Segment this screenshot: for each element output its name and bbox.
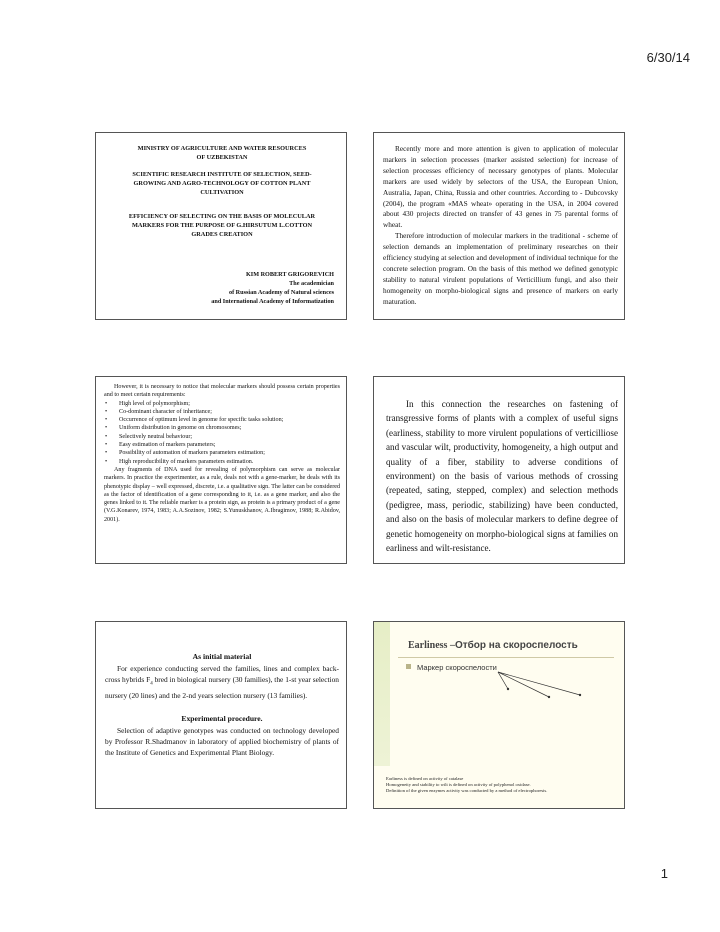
print-date: 6/30/14	[646, 50, 690, 65]
initial-material-body	[105, 663, 339, 701]
note-electrophoresis: Definition of the given enzymes activity was conducted by a method of electrophoresis.	[386, 788, 548, 794]
list-item: • Co-dominant character of inheritance;	[104, 408, 340, 416]
requirements-intro: However, it is necessary to notice that molecular markers should possess certain properties and to meet certain requirements:	[104, 384, 340, 399]
list-item: • Uniform distribution in genome on chromosomes;	[104, 424, 340, 432]
procedure-heading: Experimental procedure.	[181, 714, 263, 723]
list-item: • Possibility of automation of markers parameters estimation;	[104, 449, 340, 457]
talk-title-line-1: EFFICIENCY OF SELECTING ON THE BASIS OF MOLECULAR	[128, 213, 316, 220]
marker-bullet-text: Маркер скороспелости	[417, 663, 497, 672]
note-oxidase: Homogeneity and stability to wilt is defined on activity of polyphenol oxidase.	[386, 782, 531, 788]
research-paragraph: In this connection the researches on fastening of transgressive forms of plants with a complex of useful signs (earliness, stability to more virulent populations of verticilliose and vascular wilt, productivity, homogeneity, a high output and quality of a fiber, stability to adverse conditions of environment) on the basis of various methods of crossing (repeated, sating, stepped, complex) and selection methods (pedigree, mass, periodic, stabilizing) have been conducted, and also on the basis of molecular markers to define degree of genetic homogeneity on morpho-biological signs at families on earliness and wilt-resistance.	[386, 399, 618, 554]
dna-fragments-paragraph: Any fragments of DNA used for revealing of polymorphism can serve as molecular markers. In practice the experimenter, as a rule, deals not with a gene-marker, he deals with its phenotypic display – well expressed, discrete, i.e. a qualitative sign. The latter can be considered as the factor of identification of a gene corresponding to it, i.e. as a gene marker, and also the genes linked to it. The reliable marker is a protein sign, as protein is a primary product of a gene (V.G.Konarev, 1974, 1983; A.A.Sozinov, 1982; S.Yunuskhanov, A.Ibragimov, 1988; R.Abidov, 2001).	[104, 466, 340, 523]
slide-3-body	[104, 383, 340, 524]
title-russian: Отбор на скороспелость	[454, 640, 578, 651]
slide-2-body	[383, 144, 618, 308]
slide-6-notes	[386, 776, 622, 795]
initial-material-heading: As initial material	[192, 652, 252, 661]
slide-3-marker-requirements	[95, 376, 347, 564]
procedure-body	[105, 725, 339, 759]
country-line: OF UZBEKISTAN	[196, 154, 248, 161]
list-item: • High level of polymorphism;	[104, 400, 340, 408]
talk-title-line-2: MARKERS FOR THE PURPOSE OF G.HIRSUTUM L.COTTON	[131, 222, 313, 229]
arrow-head-2	[548, 696, 550, 698]
list-item: • High reproducibility of markers parameters estimation.	[104, 458, 340, 466]
generation-subscript: 4	[150, 681, 153, 687]
arrow-head-1	[507, 688, 509, 690]
list-item: • Easy estimation of markers parameters;	[104, 441, 340, 449]
title-english: Earliness –	[408, 640, 455, 651]
arrow-line-3	[498, 672, 580, 695]
institute-line-1: SCIENTIFIC RESEARCH INSTITUTE OF SELECTION, SEED-	[132, 171, 312, 178]
page-number: 1	[660, 866, 668, 881]
slide-1-title	[95, 132, 347, 320]
slide-4-body	[386, 397, 618, 555]
ministry-line: MINISTRY OF AGRICULTURE AND WATER RESOURCES	[137, 145, 307, 152]
note-catalase: Earliness is defined on activity of catalase	[386, 776, 464, 781]
list-item: • Occurrence of optimum level in genome for specific tasks solution;	[104, 416, 340, 424]
institute-line-2: GROWING AND AGRO-TECHNOLOGY OF COTTON PLANT	[133, 180, 311, 187]
slide-4-research	[373, 376, 625, 564]
requirements-list	[104, 400, 340, 466]
procedure-paragraph: Selection of adaptive genotypes was conducted on technology developed by Professor R.Shadmanov in laboratory of applied biochemistry of plants of the Institute of Genetics and Experimental Plant Biology.	[105, 726, 339, 758]
intro-paragraph-2: Therefore introduction of molecular markers in the traditional - scheme of selection demands an implementation of preliminary researches on their efficiency studying at selection and development of individual technique for the concrete selection program. On the basis of this method we defined genotypic stability to natural virulent populations of Verticillium fungi, and also their homogeneity on morpho-biological signs and presence of markers on early maturation.	[383, 231, 618, 306]
author-name: KIM ROBERT GRIGOREVICH	[245, 271, 334, 278]
slide-2-introduction	[373, 132, 625, 320]
slide-6-earliness	[373, 621, 625, 809]
initial-material-text-a: For experience conducting served the families, lines and complex back-cross hybrids F	[105, 664, 339, 685]
author-affiliation-1: of Russian Academy of Natural sciences	[228, 289, 334, 296]
talk-title-line-3: GRADES CREATION	[191, 231, 253, 238]
institute-line-3: CULTIVATION	[200, 189, 244, 196]
initial-material-text-b: bred in biological nursery (30 families), the 1-st year selection nursery (20 lines) and the 2-nd years selection nursery (13 families).	[105, 675, 339, 700]
intro-paragraph-1: Recently more and more attention is given to application of molecular markers in selection processes (marker assisted selection) for increase of selection processes efficiency of necessary genotypes of plants. Molecular markers are used widely by selectors of the USA, the European Union, Australia, Japan, China, Russia and other countries. According to - Dubcovsky (2004), the program «MAS wheat» operating in the USA, in 2004 covered about 430 projects directed on transfer of 43 genes in 75 parental forms of wheat.	[383, 144, 618, 230]
author-affiliation-2: and International Academy of Informatization	[211, 298, 334, 305]
slide-5-materials	[95, 621, 347, 809]
author-role: The academician	[289, 280, 334, 287]
list-item: • Selectively neutral behaviour;	[104, 433, 340, 441]
arrow-head-3	[579, 694, 581, 696]
